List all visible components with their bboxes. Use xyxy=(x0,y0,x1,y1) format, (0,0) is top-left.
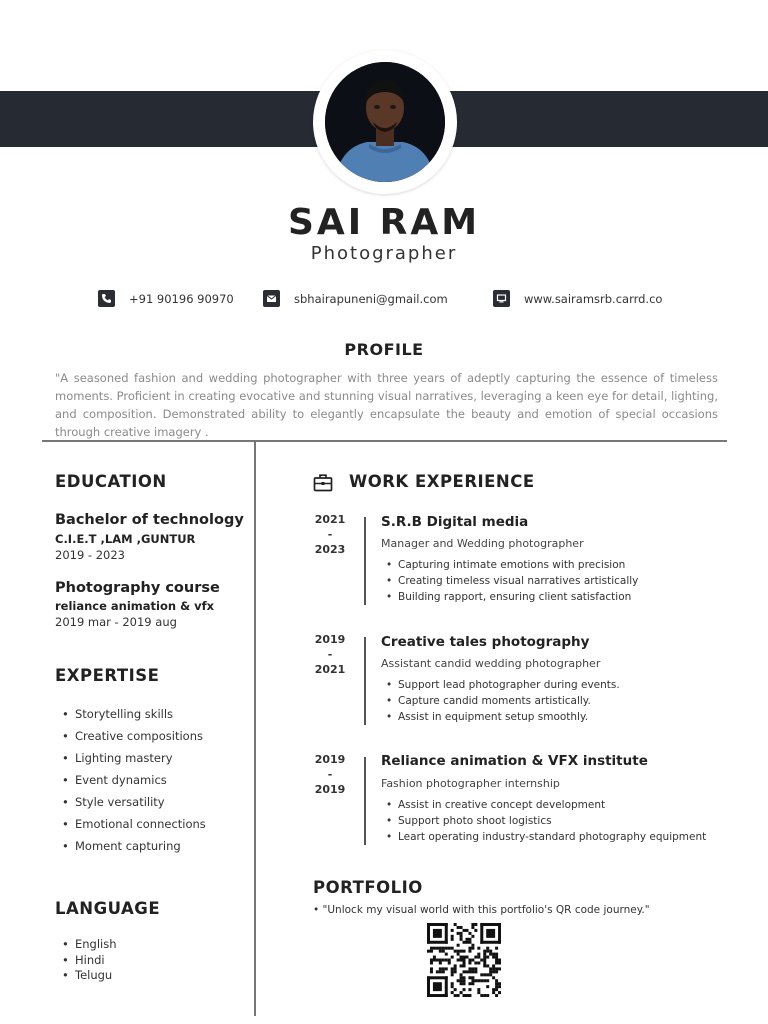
job-duties xyxy=(385,557,638,605)
job-company: S.R.B Digital media xyxy=(381,514,529,530)
year-separator: - xyxy=(327,768,333,781)
job-end-year: 2021 xyxy=(314,663,346,676)
contact-website[interactable] xyxy=(493,290,662,307)
list-item: • Capture candid moments artistically. xyxy=(385,693,620,709)
work-experience-heading: WORK EXPERIENCE xyxy=(349,472,535,491)
list-item: • Event dynamics xyxy=(60,769,206,791)
list-item: • Assist in equipment setup smoothly. xyxy=(385,709,620,725)
job-end-year: 2019 xyxy=(314,783,346,796)
timeline-line xyxy=(364,517,366,605)
qr-code-icon[interactable] xyxy=(427,923,501,997)
list-item: • Capturing intimate emotions with precision xyxy=(385,557,638,573)
timeline-line xyxy=(364,637,366,725)
education-degree: Bachelor of technology xyxy=(55,512,244,528)
job-company: Creative tales photography xyxy=(381,634,590,650)
list-item: • English xyxy=(60,937,117,953)
list-item: • Leart operating industry-standard photography equipment xyxy=(385,829,706,845)
year-separator: - xyxy=(327,648,333,661)
education-dates: 2019 mar - 2019 aug xyxy=(55,615,177,629)
phone-icon xyxy=(98,290,115,307)
year-separator: - xyxy=(327,528,333,541)
monitor-icon xyxy=(493,290,510,307)
contact-phone[interactable] xyxy=(98,290,234,307)
profile-summary: "A seasoned fashion and wedding photographer with three years of adeptly capturing the essence of timeless moments. Proficient in creating evocative and stunning visual narratives, leveraging a keen eye for detail, lighting, and composition. Demonstrated ability to elegantly encapsulate the beauty and emotion of special occasions through creative imagery . xyxy=(55,371,718,439)
job-start-year: 2019 xyxy=(314,633,346,646)
profile-heading: PROFILE xyxy=(344,340,424,359)
job-start-year: 2021 xyxy=(314,513,346,526)
list-item: • Style versatility xyxy=(60,791,206,813)
job-role: Assistant candid wedding photographer xyxy=(381,657,601,670)
job-years xyxy=(310,512,350,557)
education-dates: 2019 - 2023 xyxy=(55,548,125,562)
list-item: • Hindi xyxy=(60,953,117,969)
list-item: • Building rapport, ensuring client satisfaction xyxy=(385,589,638,605)
job-role: Manager and Wedding photographer xyxy=(381,537,584,550)
job-role: Fashion photographer internship xyxy=(381,777,560,790)
job-company: Reliance animation & VFX institute xyxy=(381,753,648,769)
mail-icon xyxy=(263,290,280,307)
column-divider xyxy=(254,442,256,1016)
portfolio-heading: PORTFOLIO xyxy=(313,878,423,897)
list-item: • Creative compositions xyxy=(60,725,206,747)
list-item: • Assist in creative concept development xyxy=(385,797,706,813)
list-item: • Emotional connections xyxy=(60,813,206,835)
list-item: • Storytelling skills xyxy=(60,703,206,725)
list-item: • Telugu xyxy=(60,968,117,984)
portfolio-text: "Unlock my visual world with this portfolio's QR code journey." xyxy=(322,904,650,916)
timeline-line xyxy=(364,757,366,845)
list-item: • Moment capturing xyxy=(60,835,206,857)
phone-number: +91 90196 90970 xyxy=(129,291,234,306)
job-duties xyxy=(385,797,706,845)
section-divider xyxy=(42,440,727,442)
candidate-title: Photographer xyxy=(310,243,458,264)
job-years xyxy=(310,632,350,677)
language-list xyxy=(60,937,117,984)
education-heading: EDUCATION xyxy=(55,472,167,491)
email-address: sbhairapuneni@gmail.com xyxy=(294,291,448,306)
job-duties xyxy=(385,677,620,725)
profile-photo xyxy=(325,62,445,182)
education-degree: Photography course xyxy=(55,580,220,596)
bullet: • xyxy=(313,904,323,916)
job-years xyxy=(310,752,350,797)
list-item: • Support photo shoot logistics xyxy=(385,813,706,829)
education-school: reliance animation & vfx xyxy=(55,599,215,613)
profile-photo-frame xyxy=(313,50,457,194)
expertise-heading: EXPERTISE xyxy=(55,666,160,685)
website-url: www.sairamsrb.carrd.co xyxy=(524,291,663,306)
list-item: • Lighting mastery xyxy=(60,747,206,769)
list-item: • Support lead photographer during events. xyxy=(385,677,620,693)
candidate-name: SAI RAM xyxy=(287,202,481,243)
education-school: C.I.E.T ,LAM ,GUNTUR xyxy=(55,532,196,546)
expertise-list xyxy=(60,703,206,857)
job-end-year: 2023 xyxy=(314,543,346,556)
briefcase-icon xyxy=(313,473,333,492)
contact-email[interactable] xyxy=(263,290,448,307)
list-item: • Creating timeless visual narratives artistically xyxy=(385,573,638,589)
language-heading: LANGUAGE xyxy=(55,899,161,918)
job-start-year: 2019 xyxy=(314,753,346,766)
portfolio-note xyxy=(313,904,650,916)
